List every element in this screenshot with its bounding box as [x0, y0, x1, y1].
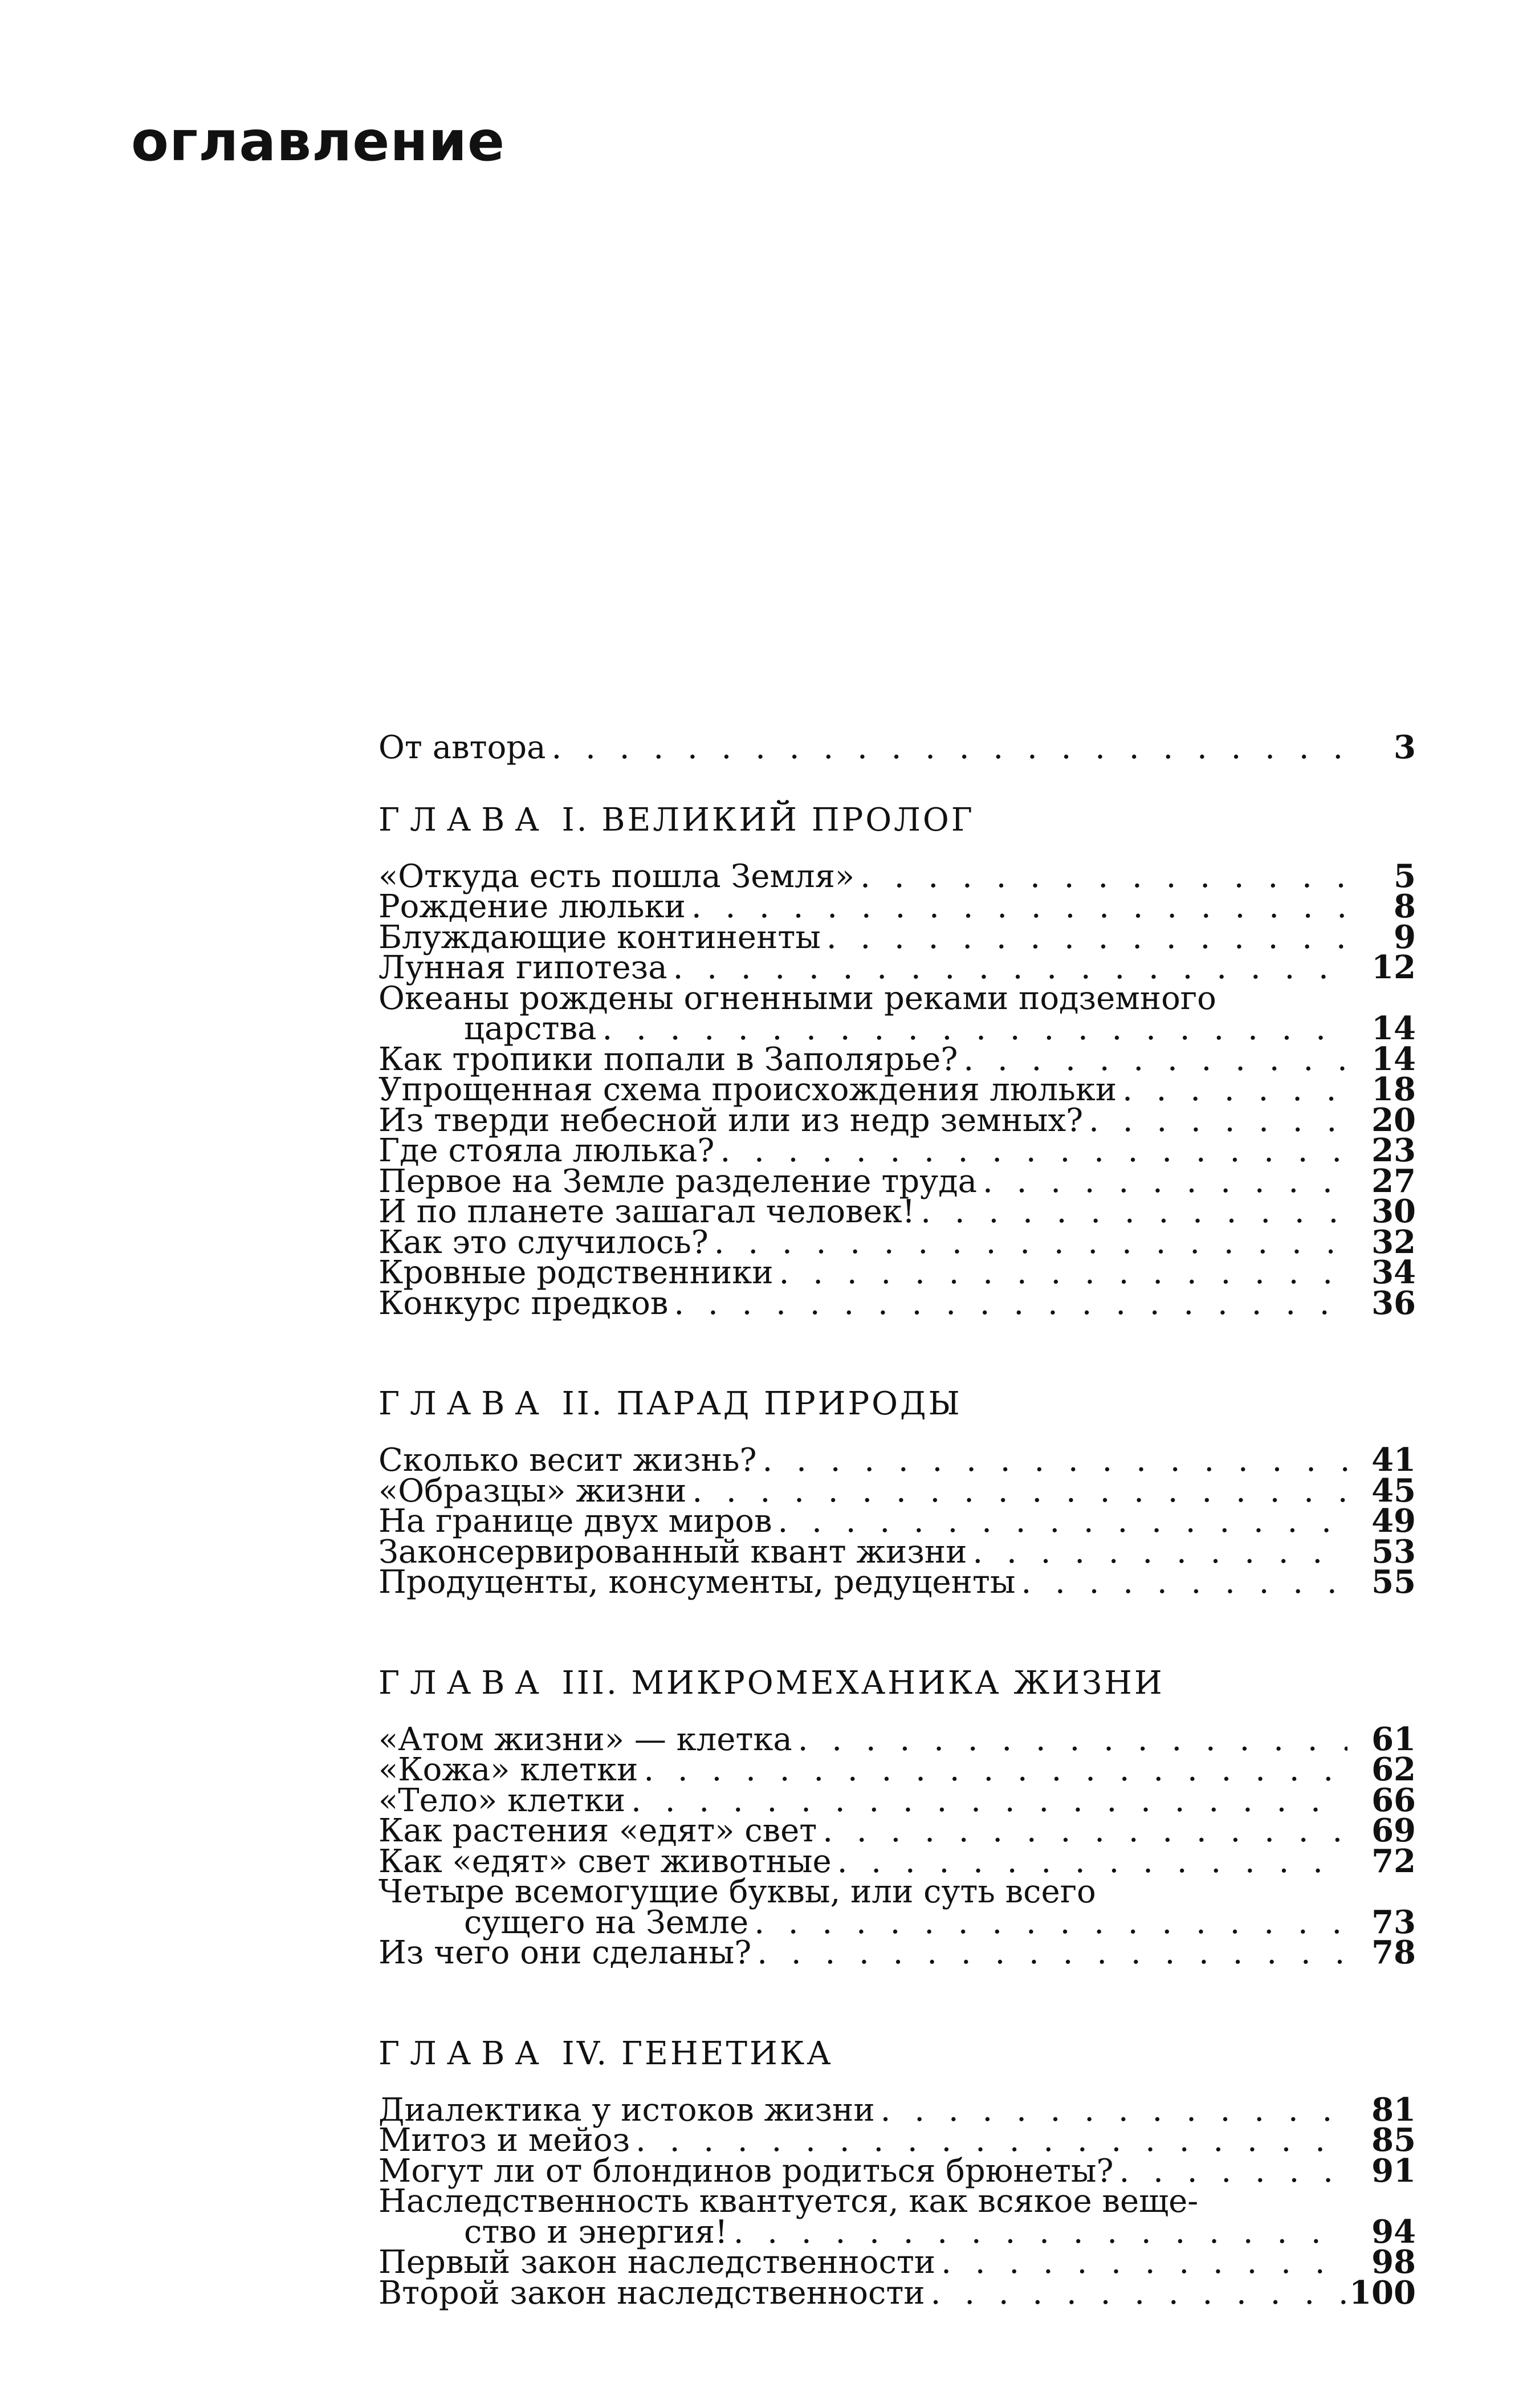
- chapter-label: ГЛАВА: [378, 801, 549, 839]
- dot-leader: [1114, 2156, 1347, 2187]
- entry-title: «Атом жизни» — клетка: [378, 1720, 792, 1758]
- entry-title: Лунная гипотеза: [378, 949, 667, 986]
- entry-title: На границе двух миров: [378, 1503, 772, 1540]
- dot-leader: [832, 1846, 1347, 1877]
- page-number: 55: [1371, 1563, 1416, 1601]
- toc-entry[interactable]: [378, 1720, 1416, 1758]
- chapter-4-heading: [378, 2037, 1416, 2071]
- toc-entry-intro[interactable]: [378, 729, 1416, 766]
- dot-leader: [977, 1166, 1347, 1197]
- toc-entry[interactable]: [378, 2151, 1416, 2190]
- dot-leader: [1083, 1105, 1347, 1136]
- toc-entry[interactable]: [378, 1441, 1416, 1479]
- toc-entry[interactable]: [378, 2121, 1416, 2159]
- entry-title: Где стояла люлька?: [378, 1132, 715, 1169]
- toc-entry-line2[interactable]: [378, 1010, 1416, 1047]
- dot-leader: [772, 1506, 1347, 1537]
- entry-title: Океаны рождены огненными реками подземного: [378, 979, 1216, 1017]
- toc-entry-line1[interactable]: [378, 2183, 1416, 2220]
- page-number: 14: [1371, 1040, 1416, 1078]
- chapter-title: II. ПАРАД ПРИРОДЫ: [561, 1385, 962, 1422]
- dot-leader: [630, 2125, 1347, 2156]
- page-number: 9: [1394, 918, 1416, 956]
- entry-title: Продуценты, консументы, редуценты: [378, 1564, 1016, 1601]
- entry-title: Второй закон наследственности: [378, 2274, 925, 2312]
- toc-entry[interactable]: [378, 1934, 1416, 1971]
- dot-leader: [792, 1724, 1347, 1755]
- page-number: 36: [1371, 1284, 1416, 1322]
- page-number: 8: [1394, 888, 1416, 925]
- entry-title: Из тверди небесной или из недр земных?: [378, 1101, 1084, 1139]
- entry-title: Как растения «едят» свет: [378, 1812, 817, 1849]
- page-number: 27: [1371, 1162, 1416, 1200]
- page-number: 20: [1371, 1101, 1416, 1139]
- dot-leader: [773, 1258, 1347, 1288]
- entry-title: «Тело» клетки: [378, 1781, 626, 1819]
- toc-entry[interactable]: [378, 918, 1416, 956]
- entry-title: Рождение люльки: [378, 888, 686, 925]
- toc-entry-line2[interactable]: [378, 1903, 1416, 1941]
- page-number: 34: [1371, 1254, 1416, 1291]
- entry-title: Сколько весит жизнь?: [378, 1442, 757, 1479]
- entry-title: Из чего они сделаны?: [378, 1934, 752, 1971]
- entry-title: Законсервированный квант жизни: [378, 1533, 967, 1571]
- dot-leader: [915, 1197, 1347, 1227]
- entry-title: Блуждающие континенты: [378, 918, 821, 956]
- entry-title: Кровные родственники: [378, 1254, 773, 1291]
- dot-leader: [757, 1445, 1348, 1476]
- entry-title: Конкурс предков: [378, 1284, 669, 1322]
- toc-entry[interactable]: [378, 949, 1416, 986]
- page-number: 53: [1371, 1532, 1416, 1571]
- toc-entry[interactable]: [378, 1284, 1416, 1322]
- page-number: 41: [1371, 1441, 1416, 1479]
- page-number: 98: [1371, 2243, 1416, 2281]
- dot-leader: [1117, 1075, 1347, 1105]
- entry-title: «Кожа» клетки: [378, 1751, 638, 1788]
- toc-entry[interactable]: [378, 1812, 1416, 1849]
- dot-leader: [714, 1136, 1347, 1166]
- toc-entry[interactable]: [378, 1842, 1416, 1880]
- dot-leader: [935, 2247, 1347, 2278]
- toc-entry[interactable]: [378, 2273, 1416, 2312]
- toc-entry[interactable]: [378, 1101, 1416, 1139]
- chapter-title: I. ВЕЛИКИЙ ПРОЛОГ: [561, 801, 975, 839]
- page-number: 81: [1371, 2090, 1416, 2129]
- dot-leader: [967, 1537, 1347, 1568]
- dot-leader: [597, 1014, 1347, 1044]
- dot-leader: [546, 733, 1347, 763]
- dot-leader: [821, 922, 1347, 953]
- page-number: 69: [1371, 1812, 1416, 1849]
- toc-entry[interactable]: [378, 1223, 1416, 1261]
- entry-title: Первый закон наследственности: [378, 2244, 936, 2281]
- entry-title: «Образцы» жизни: [378, 1472, 687, 1510]
- chapter-2-heading: [378, 1387, 1416, 1421]
- page-number: 72: [1371, 1842, 1416, 1880]
- toc-entry[interactable]: [378, 1071, 1416, 1108]
- chapter-label: ГЛАВА: [378, 2035, 549, 2072]
- toc-entry-line1[interactable]: [378, 1873, 1416, 1910]
- dot-leader: [686, 892, 1347, 922]
- page-number: 62: [1371, 1751, 1416, 1788]
- entry-title: Как тропики попали в Заполярье?: [378, 1040, 958, 1078]
- toc-entry[interactable]: [378, 888, 1416, 925]
- dot-leader: [958, 1044, 1347, 1075]
- entry-title: Диалектика у истоков жизни: [378, 2091, 875, 2129]
- entry-title: Упрощенная схема происхождения люльки: [378, 1071, 1117, 1108]
- page-number: 100: [1349, 2273, 1416, 2312]
- chapter-title: III. МИКРОМЕХАНИКА ЖИЗНИ: [561, 1664, 1165, 1702]
- entry-title: Как «едят» свет животные: [378, 1842, 832, 1880]
- page-number: 91: [1371, 2151, 1416, 2190]
- dot-leader: [709, 1227, 1347, 1258]
- toc-entry[interactable]: [378, 1471, 1416, 1510]
- entry-title: «Откуда есть пошла Земля»: [378, 857, 855, 895]
- toc-entry[interactable]: [378, 1751, 1416, 1788]
- entry-title: Четыре всемогущие буквы, или суть всего: [378, 1873, 1096, 1910]
- page-number: 12: [1371, 949, 1416, 986]
- dot-leader: [751, 1938, 1347, 1968]
- toc-entry[interactable]: [378, 1502, 1416, 1540]
- dot-leader: [748, 1907, 1347, 1938]
- toc-entry[interactable]: [378, 2243, 1416, 2281]
- dot-leader: [667, 953, 1347, 983]
- entry-title: И по планете зашагал человек!: [378, 1193, 915, 1230]
- page-number: 18: [1371, 1071, 1416, 1108]
- page-number: 5: [1394, 857, 1416, 895]
- toc-entry[interactable]: [378, 1563, 1416, 1601]
- toc-entry-line1[interactable]: [378, 979, 1416, 1017]
- dot-leader: [817, 1816, 1347, 1846]
- toc-entry[interactable]: [378, 1781, 1416, 1819]
- page-number: 23: [1371, 1132, 1416, 1169]
- toc-entry[interactable]: [378, 1162, 1416, 1200]
- page-number: 73: [1371, 1903, 1416, 1941]
- page-number: 49: [1371, 1502, 1416, 1540]
- page-number: 61: [1371, 1720, 1416, 1758]
- entry-title: Как это случилось?: [378, 1223, 709, 1261]
- entry-title: Первое на Земле разделение труда: [378, 1162, 977, 1200]
- dot-leader: [1015, 1567, 1347, 1598]
- page-number: 66: [1371, 1781, 1416, 1819]
- dot-leader: [625, 1785, 1347, 1816]
- entry-title: От автора: [378, 729, 546, 766]
- chapter-3-heading: [378, 1666, 1416, 1701]
- dot-leader: [638, 1755, 1347, 1785]
- toc-entry[interactable]: [378, 2090, 1416, 2129]
- toc-entry[interactable]: [378, 1132, 1416, 1169]
- toc-entry[interactable]: [378, 1040, 1416, 1078]
- entry-title: Могут ли от блондинов родиться брюнеты?: [378, 2152, 1114, 2190]
- page-number: 32: [1371, 1223, 1416, 1261]
- entry-title: Наследственность квантуется, как всякое веще-: [378, 2183, 1199, 2220]
- dot-leader: [686, 1476, 1347, 1507]
- page-number: 45: [1371, 1471, 1416, 1510]
- toc-entry-line2[interactable]: [378, 2212, 1416, 2251]
- toc-entry[interactable]: [378, 1532, 1416, 1571]
- page-title: оглавление: [131, 109, 506, 173]
- page-number: 94: [1371, 2212, 1416, 2251]
- table-of-contents: [378, 729, 1416, 2312]
- entry-title-continued: ство и энергия!: [464, 2213, 728, 2251]
- dot-leader: [925, 2278, 1347, 2309]
- entry-title-continued: сущего на Земле: [464, 1903, 749, 1941]
- page-number: 3: [1394, 729, 1416, 766]
- dot-leader: [728, 2217, 1347, 2248]
- page-number: 78: [1371, 1934, 1416, 1971]
- chapter-title: IV. ГЕНЕТИКА: [561, 2035, 833, 2072]
- toc-entry[interactable]: [378, 1254, 1416, 1291]
- dot-leader: [875, 2095, 1347, 2126]
- toc-entry[interactable]: [378, 1193, 1416, 1230]
- chapter-label: ГЛАВА: [378, 1664, 549, 1702]
- page-number: 30: [1371, 1193, 1416, 1230]
- page-number: 85: [1371, 2121, 1416, 2159]
- dot-leader: [854, 861, 1347, 892]
- chapter-1-heading: [378, 803, 1416, 837]
- page-number: 14: [1371, 1010, 1416, 1047]
- toc-entry[interactable]: [378, 857, 1416, 895]
- entry-title: Митоз и мейоз: [378, 2122, 630, 2159]
- chapter-label: ГЛАВА: [378, 1385, 549, 1422]
- entry-title-continued: царства: [464, 1010, 597, 1047]
- dot-leader: [668, 1288, 1347, 1319]
